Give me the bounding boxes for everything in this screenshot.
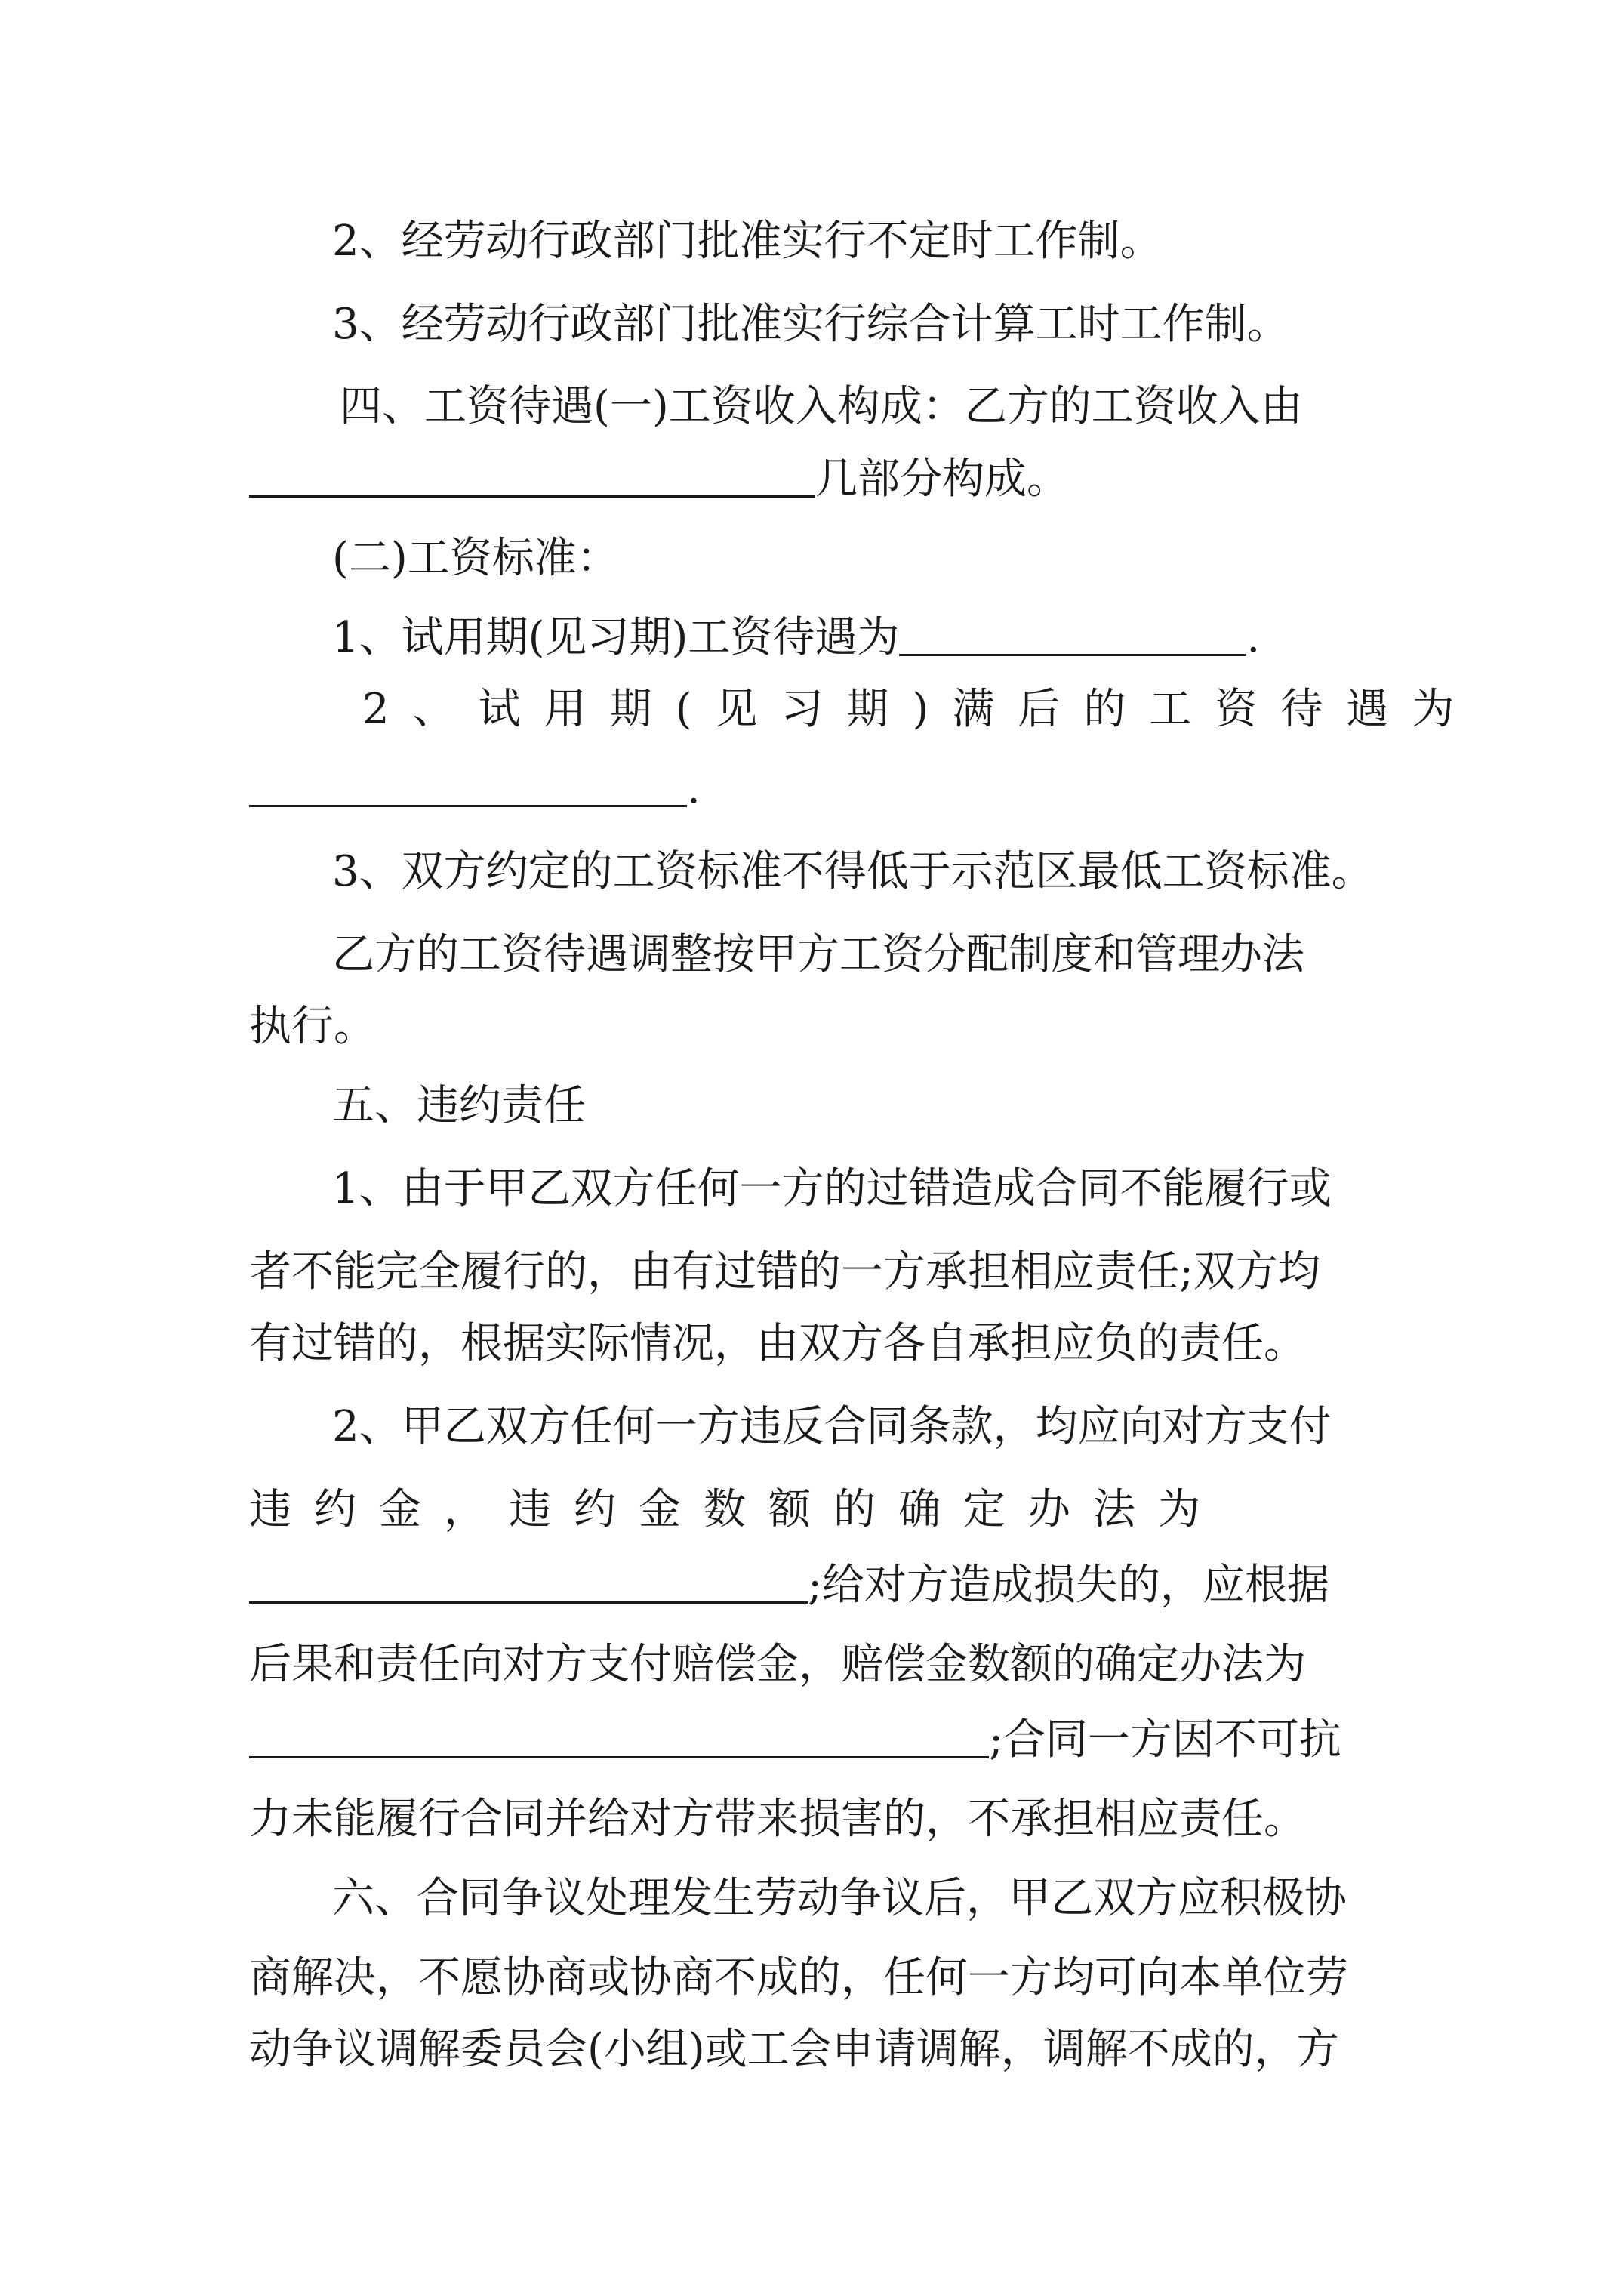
text-line: 3、双方约定的工资标准不得低于示范区最低工资标准。 (332, 847, 1374, 896)
text-line: 乙方的工资待遇调整按甲方工资分配制度和管理办法 (332, 930, 1304, 979)
text-run: ;合同一方因不可抗 (989, 1715, 1341, 1764)
text-line: 后果和责任向对方支付赔偿金，赔偿金数额的确定办法为 (249, 1640, 1306, 1689)
text-run: . (1246, 613, 1261, 662)
text-line: 者不能完全履行的，由有过错的一方承担相应责任;双方均 (249, 1247, 1320, 1296)
text-line: 力未能履行合同并给对方带来损害的，不承担相应责任。 (249, 1795, 1306, 1844)
text-line (249, 438, 1389, 521)
fill-in-blank (249, 763, 687, 807)
text-run: ;给对方造成损失的，应根据 (808, 1561, 1329, 1610)
text-line: 动争议调解委员会(小组)或工会申请调解，调解不成的，方 (249, 2025, 1339, 2074)
fill-in-blank (249, 1559, 808, 1604)
text-line: 3、经劳动行政部门批准实行综合计算工时工作制。 (332, 300, 1289, 349)
text-line: 2、甲乙双方任何一方违反合同条款，均应向对方支付 (332, 1402, 1332, 1451)
text-line: 六、合同争议处理发生劳动争议后，甲乙双方应积极协 (332, 1874, 1347, 1923)
fill-in-blank (249, 1714, 989, 1758)
text-line (249, 747, 1389, 831)
text-line: 四、工资待遇(一)工资收入构成：乙方的工资收入由 (340, 382, 1303, 431)
text-run: . (687, 764, 701, 813)
text-line: (二)工资标准： (332, 534, 619, 583)
text-line (249, 1544, 1389, 1627)
text-line: 商解决，不愿协商或协商不成的，任何一方均可向本单位劳 (249, 1953, 1348, 2002)
text-line: 2、试用期(见习期)满后的工资待遇为 (362, 685, 1478, 734)
text-line (249, 1699, 1389, 1782)
text-line: 执行。 (249, 1002, 376, 1051)
text-run: 1、试用期(见习期)工资待遇为 (332, 613, 900, 662)
text-line: 五、违约责任 (332, 1081, 586, 1130)
fill-in-blank (249, 453, 815, 498)
text-line: 2、经劳动行政部门批准实行不定时工作制。 (332, 217, 1163, 266)
text-line: 违约金，违约金数额的确定办法为 (249, 1485, 1223, 1534)
text-run: 几部分构成。 (815, 455, 1069, 504)
fill-in-blank (899, 612, 1246, 656)
text-line: 有过错的，根据实际情况，由双方各自承担应负的责任。 (249, 1319, 1306, 1368)
text-line (249, 596, 1472, 680)
text-line: 1、由于甲乙双方任何一方的过错造成合同不能履行或 (332, 1164, 1332, 1213)
